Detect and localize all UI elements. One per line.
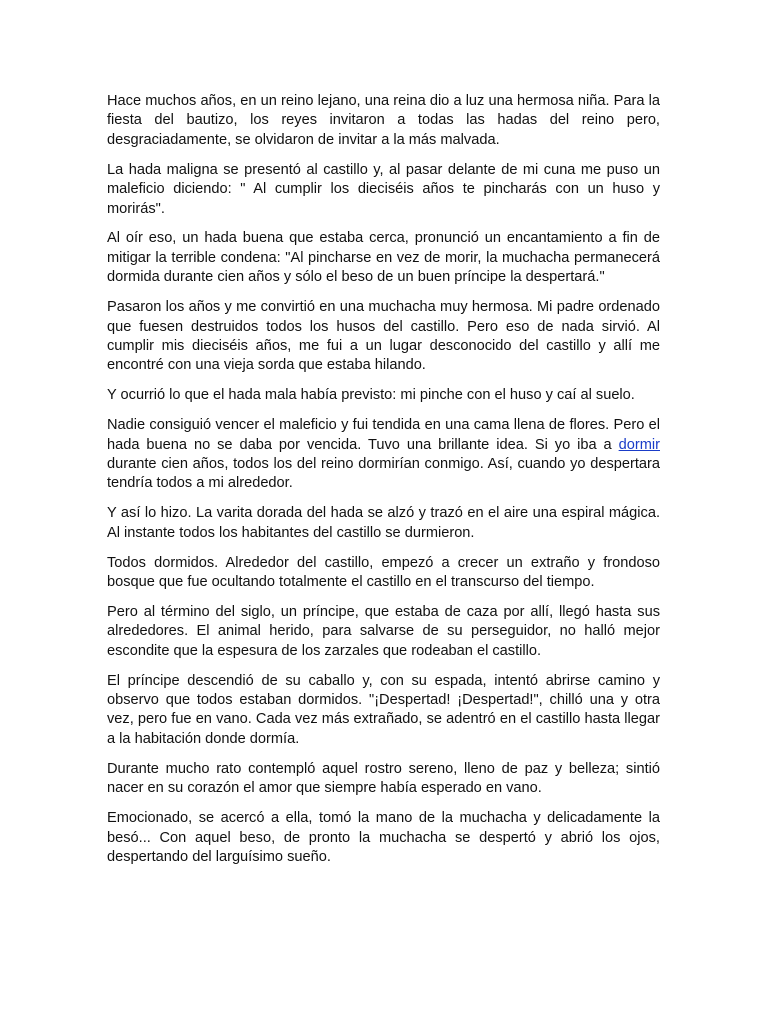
paragraph-6-text-after: durante cien años, todos los del reino dormirían conmigo. Así, cuando yo despertara tendría todos a mi alrededor. [107,456,660,492]
paragraph-7: Y así lo hizo. La varita dorada del hada se alzó y trazó en el aire una espiral mágica. Al instante todos los habitantes del castillo se durmieron. [107,505,660,541]
paragraph-8: Todos dormidos. Alrededor del castillo, empezó a crecer un extraño y frondoso bosque que fue ocultando totalmente el castillo en el transcurso del tiempo. [107,554,660,591]
paragraph-9: Pero al término del siglo, un príncipe, que estaba de caza por allí, llegó hasta sus alrededores. El animal herido, para salvarse de su perseguidor, no halló mejor escondite que la espesura de los zarzales que rodeaban el castillo. [107,603,660,659]
paragraph-6 [107,416,660,494]
paragraph-10: El príncipe descendió de su caballo y, con su espada, intentó abrirse camino y observo que todos estaban dormidos. "¡Despertad! ¡Despertad!", chilló una y otra vez, pero fue en vano. Cada vez más extrañado, se adentró en el castillo hasta llegar a la habitación donde dormía. [107,672,660,747]
paragraph-11: Durante mucho rato contempló aquel rostro sereno, lleno de paz y belleza; sintió nacer en su corazón el amor que siempre había esperado en vano. [107,760,660,797]
paragraph-6-text-before: Nadie consiguió vencer el maleficio y fui tendida en una cama llena de flores. Pero el hada buena no se daba por vencida. Tuvo una brillante idea. Si yo iba a [107,417,660,453]
dormir-link[interactable]: dormir [618,436,660,453]
paragraph-12: Emocionado, se acercó a ella, tomó la mano de la muchacha y delicadamente la besó... Con aquel beso, de pronto la muchacha se despertó y abrió los ojos, despertando del larguísimo sueño. [107,810,660,865]
paragraph-3: Al oír eso, un hada buena que estaba cerca, pronunció un encantamiento a fin de mitigar la terrible condena: "Al pincharse en vez de morir, la muchacha permanecerá dormida durante cien años y sólo el beso de un buen príncipe la despertará." [107,230,660,286]
paragraph-4: Pasaron los años y me convirtió en una muchacha muy hermosa. Mi padre ordenado que fuesen destruidos todos los husos del castillo. Pero eso de nada sirvió. Al cumplir mis dieciséis años, me fui a un lugar desconocido del castillo y allí me encontré con una vieja sorda que estaba hilando. [107,299,660,374]
paragraph-2: La hada maligna se presentó al castillo y, al pasar delante de mi cuna me puso un maleficio diciendo: " Al cumplir los dieciséis años te pincharás con un huso y morirás". [107,161,660,217]
paragraph-5: Y ocurrió lo que el hada mala había previsto: mi pinche con el huso y caí al suelo. [107,387,635,404]
document-body [107,92,660,878]
paragraph-1: Hace muchos años, en un reino lejano, una reina dio a luz una hermosa niña. Para la fiesta del bautizo, los reyes invitaron a todas las hadas del reino pero, desgraciadamente, se olvidaron de invitar a la más malvada. [107,93,660,148]
